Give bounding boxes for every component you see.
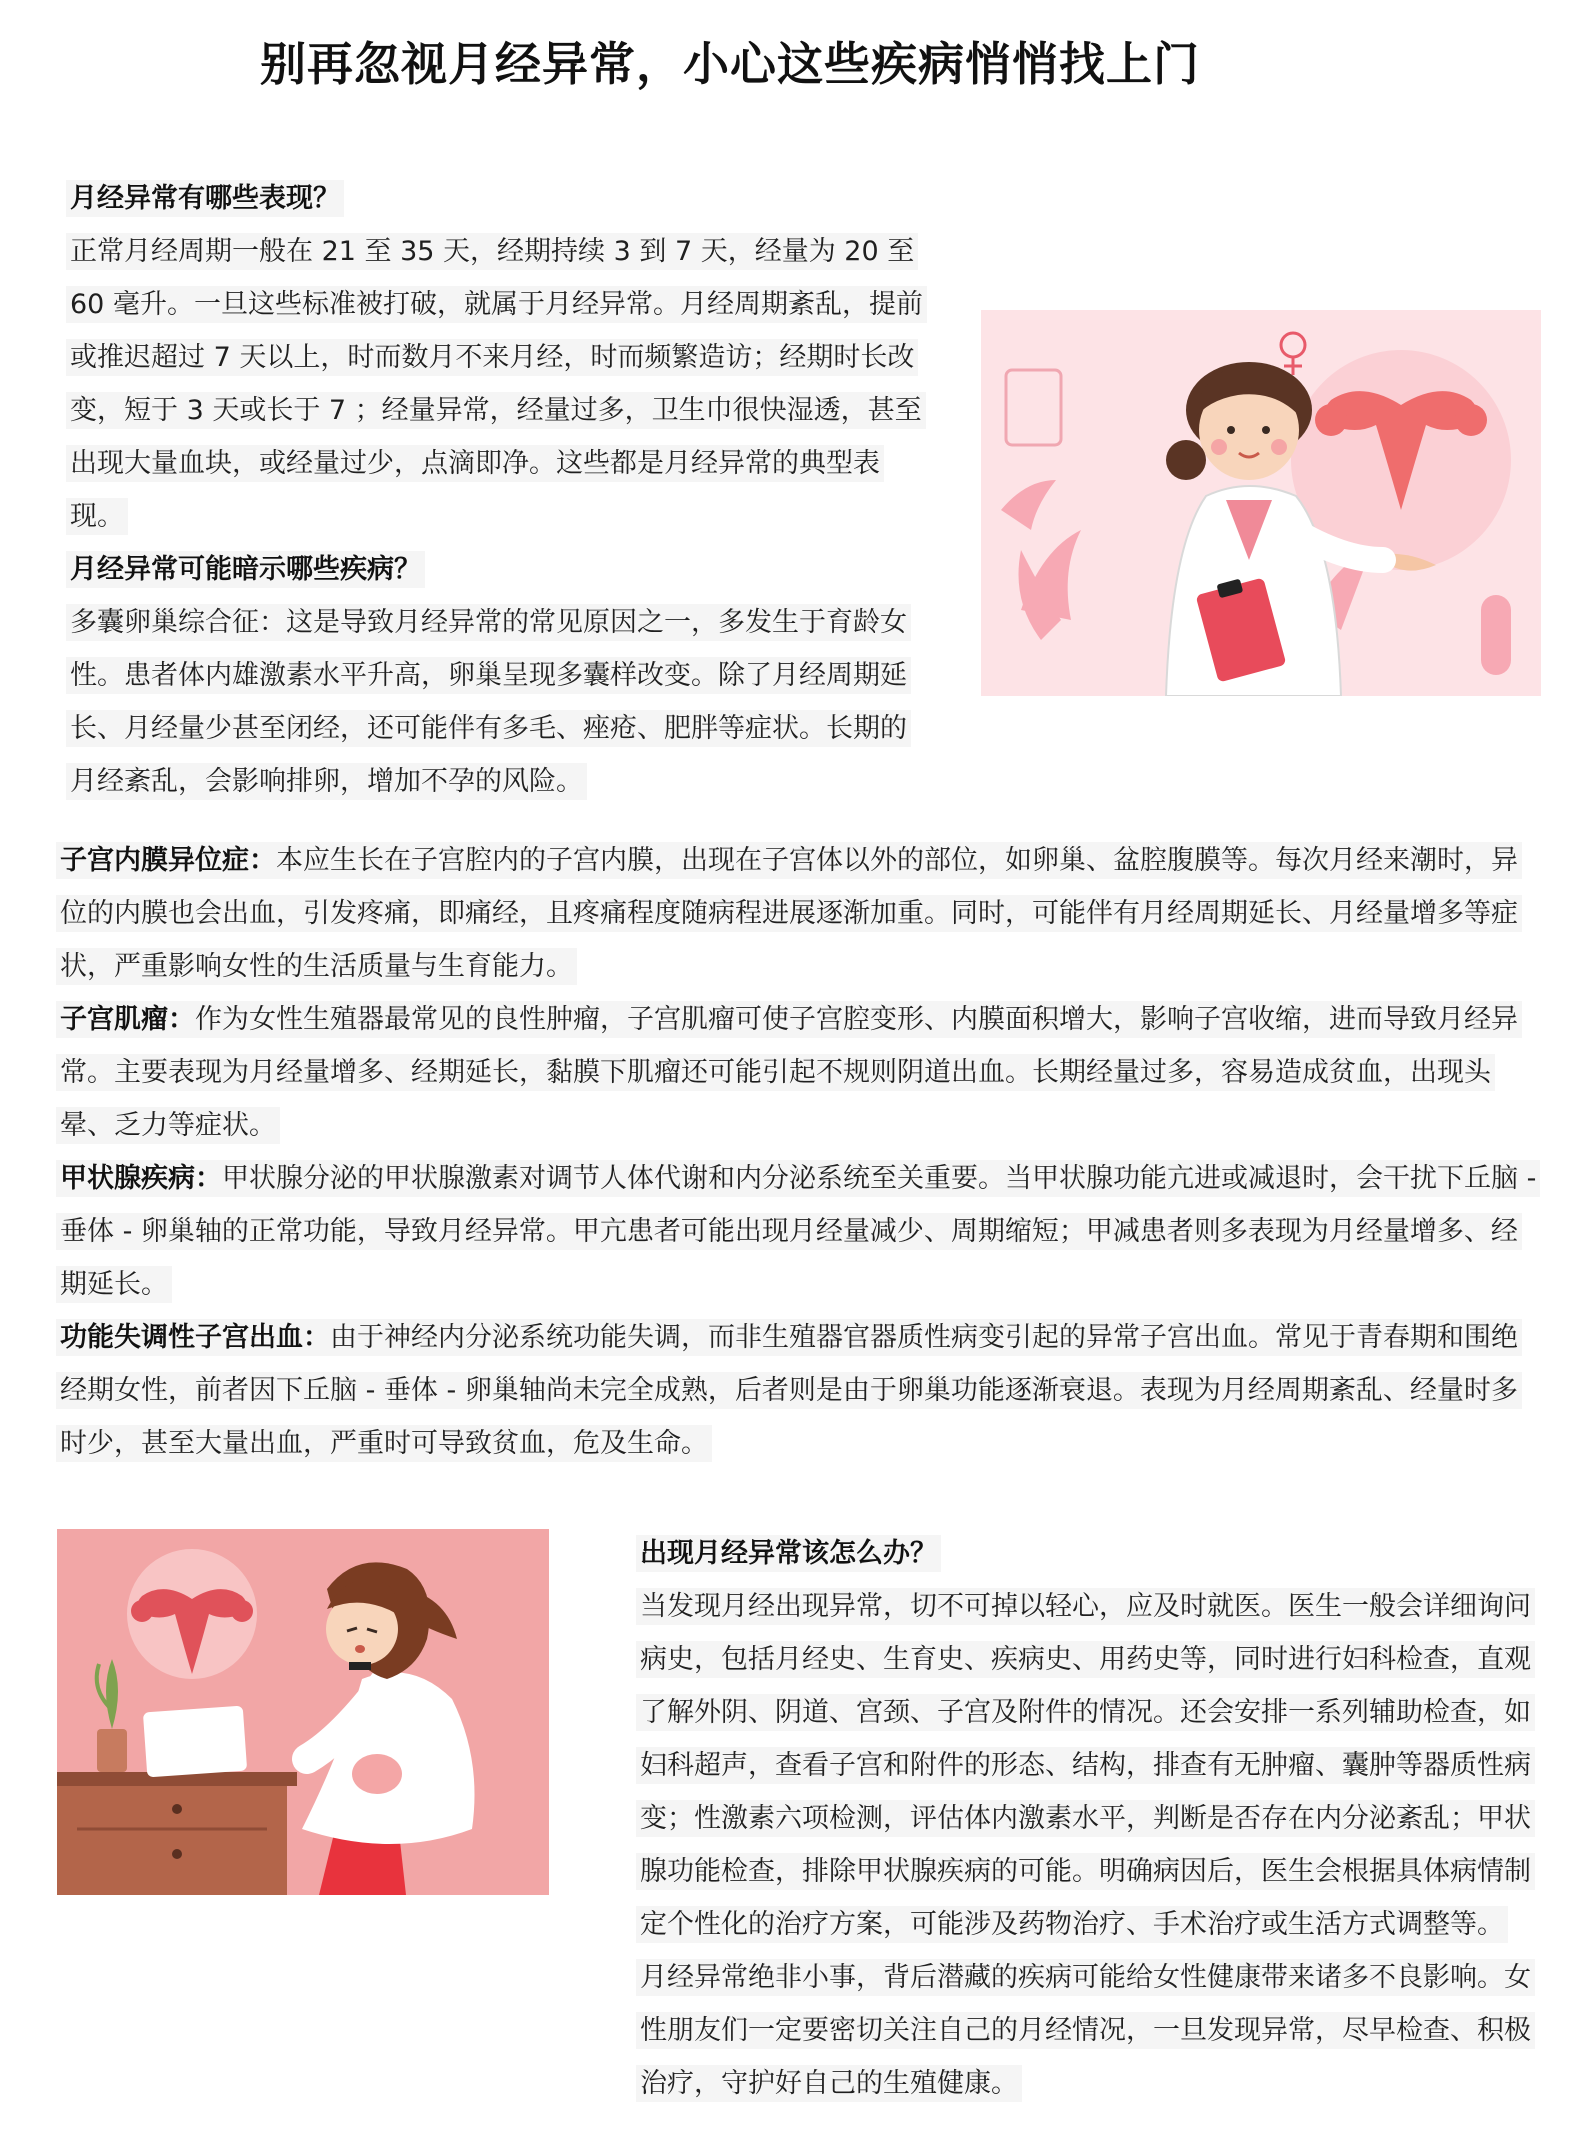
page-title: 别再忽视月经异常，小心这些疾病悄悄找上门: [260, 37, 1200, 91]
thyroid-text: 甲状腺分泌的甲状腺激素对调节人体代谢和内分泌系统至关重要。当甲状腺功能亢进或减退时，会干扰下丘脑 - 垂体 - 卵巢轴的正常功能，导致月经异常。甲亢患者可能出现月经量减少、周期缩短；甲减患者则多表现为月经量增多、经期延长。: [60, 1163, 1537, 1300]
item-fibroids: [56, 1001, 1522, 1144]
fibroids-text: 作为女性生殖器最常见的良性肿瘤，子宫肌瘤可使子宫腔变形、内膜面积增大，影响子宫收缩，进而导致月经异常。主要表现为月经量增多、经期延长，黏膜下肌瘤还可能引起不规则阴道出血。长期经量过多，容易造成贫血，出现头晕、乏力等症状。: [60, 1004, 1518, 1141]
doctor-illustration: [981, 310, 1541, 696]
item-dysfunctional-bleeding: [56, 1319, 1522, 1462]
pcos-text: 这是导致月经异常的常见原因之一，多发生于育龄女性。患者体内雄激素水平升高，卵巢呈现多囊样改变。除了月经周期延长、月经量少甚至闭经，还可能伴有多毛、痤疮、肥胖等症状。长期的月经紊乱，会影响排卵，增加不孕的风险。: [70, 607, 907, 797]
section-what-to-do: [636, 1527, 1556, 2110]
paragraph-conclusion: 月经异常绝非小事，背后潜藏的疾病可能给女性健康带来诸多不良影响。女性朋友们一定要密切关注自己的月经情况，一旦发现异常，尽早检查、积极治疗，守护好自己的生殖健康。: [636, 1959, 1535, 2102]
heading-diseases: 月经异常可能暗示哪些疾病？: [66, 551, 425, 588]
item-endometriosis: [56, 842, 1522, 985]
heading-symptoms: 月经异常有哪些表现？: [66, 180, 344, 217]
paragraph-diagnosis: 当发现月经出现异常，切不可掉以轻心，应及时就医。医生一般会详细询问病史，包括月经史、生育史、疾病史、用药史等，同时进行妇科检查，直观了解外阴、阴道、宫颈、子宫及附件的情况。还会安排一系列辅助检查，如妇科超声，查看子宫和附件的形态、结构，排查有无肿瘤、囊肿等器质性病变；性激素六项检测，评估体内激素水平，判断是否存在内分泌紊乱；甲状腺功能检查，排除甲状腺疾病的可能。明确病因后，医生会根据具体病情制定个性化的治疗方案，可能涉及药物治疗、手术治疗或生活方式调整等。: [636, 1588, 1535, 1943]
section-symptoms: [66, 172, 928, 808]
paragraph-pcos: [66, 604, 911, 800]
abdominal-pain-illustration: [57, 1529, 549, 1895]
section-disease-list: [56, 834, 1542, 1470]
pcos-lead: 多囊卵巢综合征：: [70, 607, 286, 638]
heading-what-to-do: 出现月经异常该怎么办？: [636, 1535, 941, 1572]
item-thyroid: [56, 1160, 1540, 1303]
thyroid-lead: 甲状腺疾病：: [60, 1163, 222, 1194]
paragraph-symptoms: 正常月经周期一般在 21 至 35 天，经期持续 3 到 7 天，经量为 20 至 60 毫升。一旦这些标准被打破，就属于月经异常。月经周期紊乱，提前或推迟超过 7 天以上，时而数月不来月经，时而频繁造访；经期时长改变，短于 3 天或长于 7 ；经量异常，经量过多，卫生巾很快湿透，甚至出现大量血块，或经量过少，点滴即净。这些都是月经异常的典型表现。: [66, 233, 927, 535]
fibroids-lead: 子宫肌瘤：: [60, 1004, 195, 1035]
dysfunctional-bleeding-lead: 功能失调性子宫出血：: [60, 1322, 330, 1353]
dysfunctional-bleeding-text: 由于神经内分泌系统功能失调，而非生殖器官器质性病变引起的异常子宫出血。常见于青春期和围绝经期女性，前者因下丘脑 - 垂体 - 卵巢轴尚未完全成熟，后者则是由于卵巢功能逐渐衰退。表现为月经周期紊乱、经量时多时少，甚至大量出血，严重时可导致贫血，危及生命。: [60, 1322, 1518, 1459]
endometriosis-lead: 子宫内膜异位症：: [60, 845, 276, 876]
endometriosis-text: 本应生长在子宫腔内的子宫内膜，出现在子宫体以外的部位，如卵巢、盆腔腹膜等。每次月经来潮时，异位的内膜也会出血，引发疼痛，即痛经，且疼痛程度随病程进展逐渐加重。同时，可能伴有月经周期延长、月经量增多等症状，严重影响女性的生活质量与生育能力。: [60, 845, 1518, 982]
